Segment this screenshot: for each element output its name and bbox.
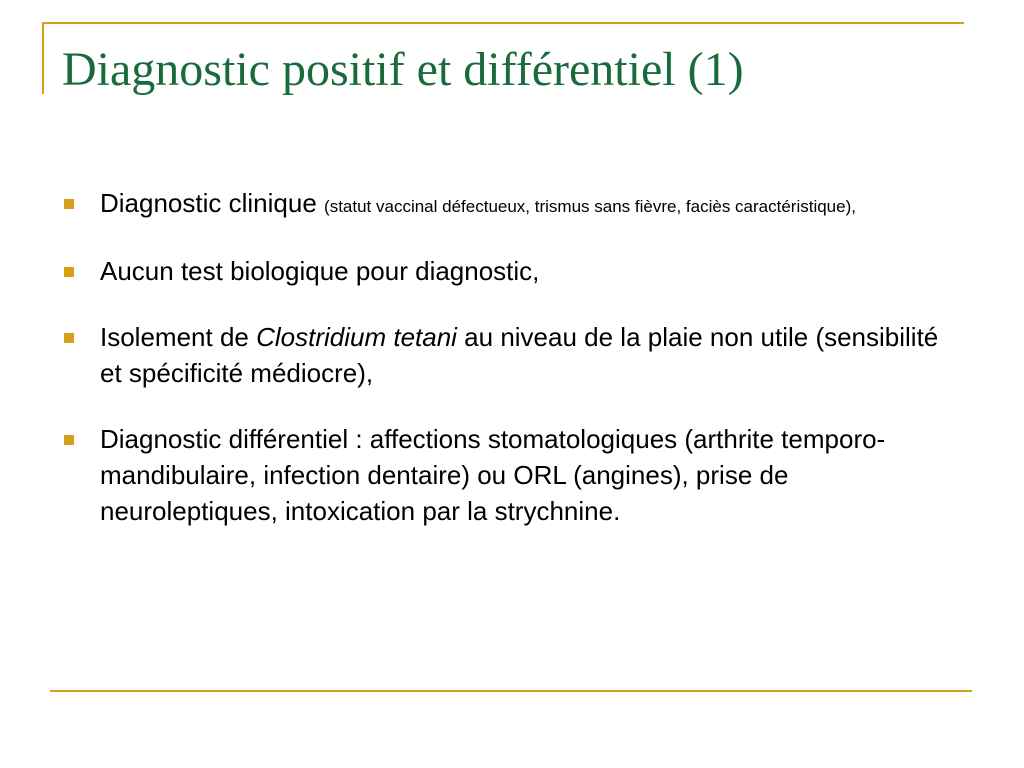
bullet-item-isolement xyxy=(0,319,1024,391)
bullet-item-test-biologique xyxy=(0,253,1024,289)
frame-top-line xyxy=(42,22,964,24)
bullet-text: Aucun test biologique pour diagnostic, xyxy=(100,256,540,286)
bullet-list xyxy=(0,188,1024,529)
frame-left-line xyxy=(42,22,44,94)
square-bullet-icon xyxy=(64,199,74,209)
bullet-text-before: Isolement de xyxy=(100,322,257,352)
slide-title: Diagnostic positif et différentiel (1) xyxy=(62,43,744,96)
bullet-main-text: Diagnostic clinique xyxy=(100,188,317,218)
frame-bottom-line xyxy=(50,690,972,692)
square-bullet-icon xyxy=(64,333,74,343)
square-bullet-icon xyxy=(64,435,74,445)
bullet-item-diagnostic-clinique xyxy=(0,188,1024,221)
square-bullet-icon xyxy=(64,267,74,277)
bullet-text: Diagnostic différentiel : affections stomatologiques (arthrite temporo-mandibulaire, infection dentaire) ou ORL (angines), prise de neuroleptiques, intoxication par la strychnine. xyxy=(100,424,886,526)
bullet-text-after: au niveau de la plaie non utile (sensibilité et spécificité médiocre), xyxy=(100,322,939,388)
bullet-item-diagnostic-differentiel xyxy=(0,421,1024,529)
bullet-species-name: Clostridium tetani xyxy=(256,322,457,352)
bullet-note-text: (statut vaccinal défectueux, trismus sans fièvre, faciès caractéristique), xyxy=(324,197,856,216)
